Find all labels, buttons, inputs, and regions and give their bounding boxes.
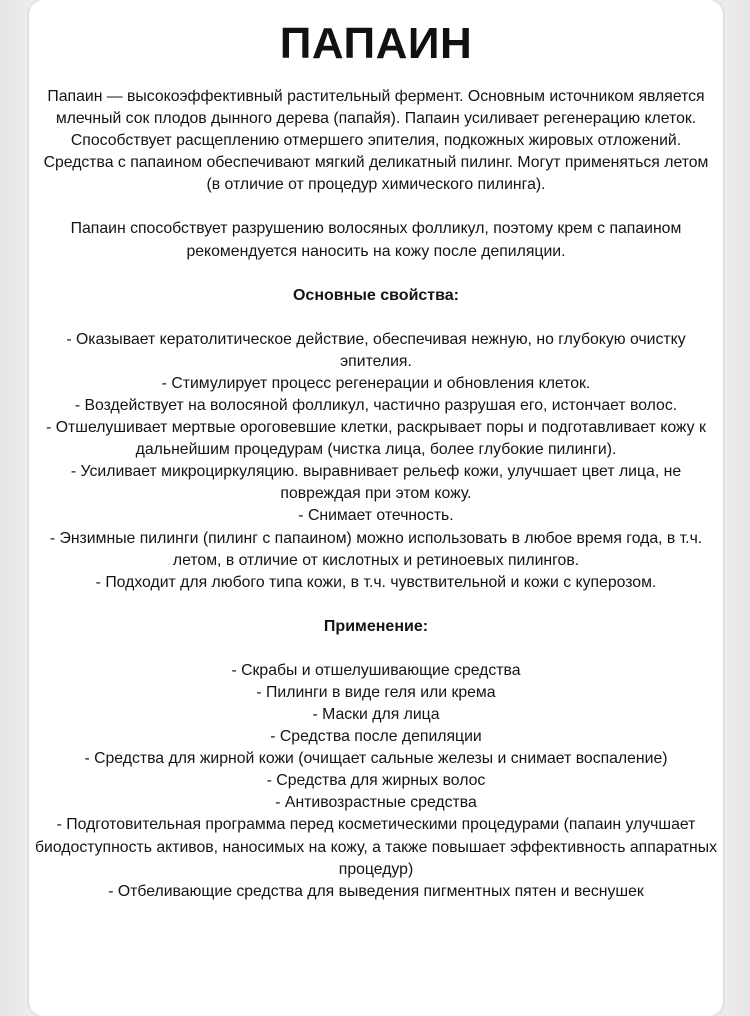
properties-heading: Основные свойства: [292,286,459,304]
intro-paragraph: Папаин — высокоэффективный растительный фермент. Основным источником является млечный сок плодов дынного дерева (папайя). Папаин усиливает регенерацию клеток. Способствует расщеплению отмершего эпителия, подкожных жировых отложений. Средства с папаином обеспечивают мягкий деликатный пилинг. Могут применяться летом (в отличие от процедур химического пилинга). [43,88,709,194]
application-heading: Применение: [323,617,429,635]
list-item: - Оказывает кератолитическое действие, обеспечивая нежную, но глубокую очистку эпителия. [66,330,686,370]
list-item: - Средства для жирных волос [266,772,486,790]
list-item: - Скрабы и отшелушивающие средства [231,661,521,679]
list-item: - Энзимные пилинги (пилинг с папаином) можно использовать в любое время года, в т.ч. летом, в отличие от кислотных и ретиноевых пилингов. [49,529,703,569]
list-item: - Пилинги в виде геля или крема [256,683,496,701]
list-item: - Стимулирует процесс регенерации и обновления клеток. [161,374,591,392]
application-list [35,660,717,903]
list-item: - Отшелушивает мертвые ороговевшие клетки, раскрывает поры и подготавливает кожу к дальнейшим процедурам (чистка лица, более глубокие пилинги). [46,419,706,459]
properties-list [35,329,717,594]
list-item: - Снимает отечность. [298,507,454,525]
list-item: - Маски для лица [312,705,440,723]
document-card [29,0,723,1016]
page-title: ПАПАИН [279,19,473,68]
list-item: - Средства для жирной кожи (очищает сальные железы и снимает воспаление) [84,750,668,768]
list-item: - Средства после депиляции [270,728,482,746]
note-paragraph: Папаин способствует разрушению волосяных фолликул, поэтому крем с папаином рекомендуется наносить на кожу после депиляции. [70,220,682,260]
list-item: - Антивозрастные средства [275,794,477,812]
list-item: - Подготовительная программа перед косметическими процедурами (папаин улучшает биодоступность активов, наносимых на кожу, а также повышает эффективность аппаратных процедур) [35,816,717,878]
list-item: - Воздействует на волосяной фолликул, частично разрушая его, истончает волос. [74,396,678,414]
list-item: - Отбеливающие средства для выведения пигментных пятен и веснушек [108,882,644,900]
list-item: - Подходит для любого типа кожи, в т.ч. чувствительной и кожи с куперозом. [95,573,657,591]
list-item: - Усиливает микроциркуляцию. выравнивает рельеф кожи, улучшает цвет лица, не повреждая при этом кожу. [70,463,682,503]
